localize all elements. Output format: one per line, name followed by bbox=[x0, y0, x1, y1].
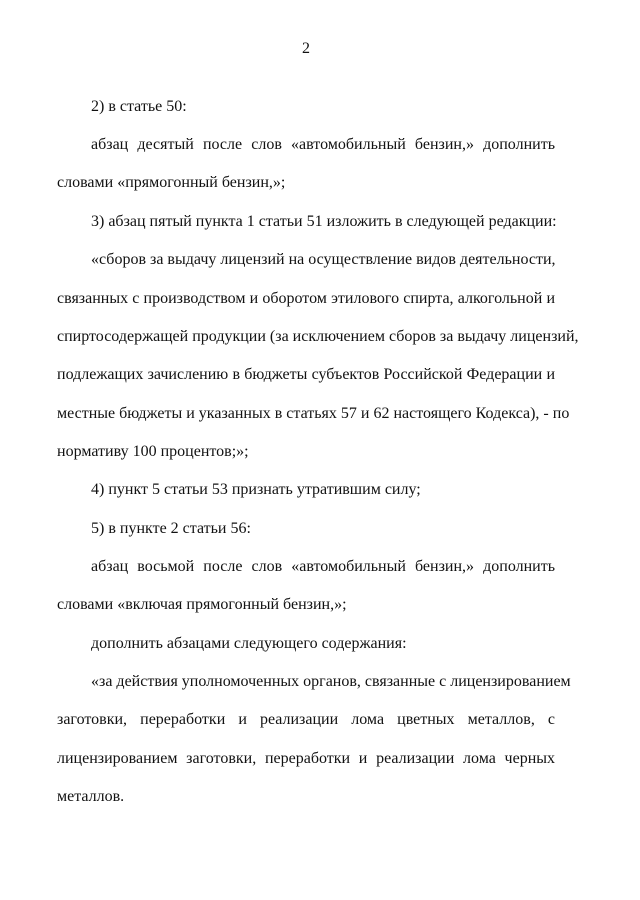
text-line-17: заготовки, переработки и реализации лома цветных металлов, с bbox=[57, 711, 555, 728]
text-line-10: нормативу 100 процентов;»; bbox=[57, 443, 249, 460]
text-line-11: 4) пункт 5 статьи 53 признать утратившим силу; bbox=[91, 481, 421, 498]
text-line-15: дополнить абзацами следующего содержания: bbox=[91, 635, 407, 652]
text-line-3: словами «прямогонный бензин,»; bbox=[57, 174, 286, 191]
text-line-9: местные бюджеты и указанных в статьях 57 и 62 настоящего Кодекса), - по bbox=[57, 405, 570, 422]
text-line-13: абзац восьмой после слов «автомобильный бензин,» дополнить bbox=[91, 558, 555, 575]
text-line-5: «сборов за выдачу лицензий на осуществление видов деятельности, bbox=[91, 251, 556, 268]
text-line-12: 5) в пункте 2 статьи 56: bbox=[91, 520, 251, 537]
text-line-2: абзац десятый после слов «автомобильный бензин,» дополнить bbox=[91, 136, 555, 153]
text-line-14: словами «включая прямогонный бензин,»; bbox=[57, 596, 347, 613]
text-line-18: лицензированием заготовки, переработки и реализации лома черных bbox=[57, 750, 555, 767]
text-line-4: 3) абзац пятый пункта 1 статьи 51 изложить в следующей редакции: bbox=[91, 213, 557, 230]
page-number: 2 bbox=[302, 40, 310, 57]
text-line-7: спиртосодержащей продукции (за исключением сборов за выдачу лицензий, bbox=[57, 328, 579, 345]
text-line-8: подлежащих зачислению в бюджеты субъектов Российской Федерации и bbox=[57, 366, 555, 383]
text-line-1: 2) в статье 50: bbox=[91, 98, 187, 115]
text-line-16: «за действия уполномоченных органов, связанные с лицензированием bbox=[91, 673, 571, 690]
text-line-19: металлов. bbox=[57, 788, 125, 805]
text-line-6: связанных с производством и оборотом этилового спирта, алкогольной и bbox=[57, 290, 555, 307]
